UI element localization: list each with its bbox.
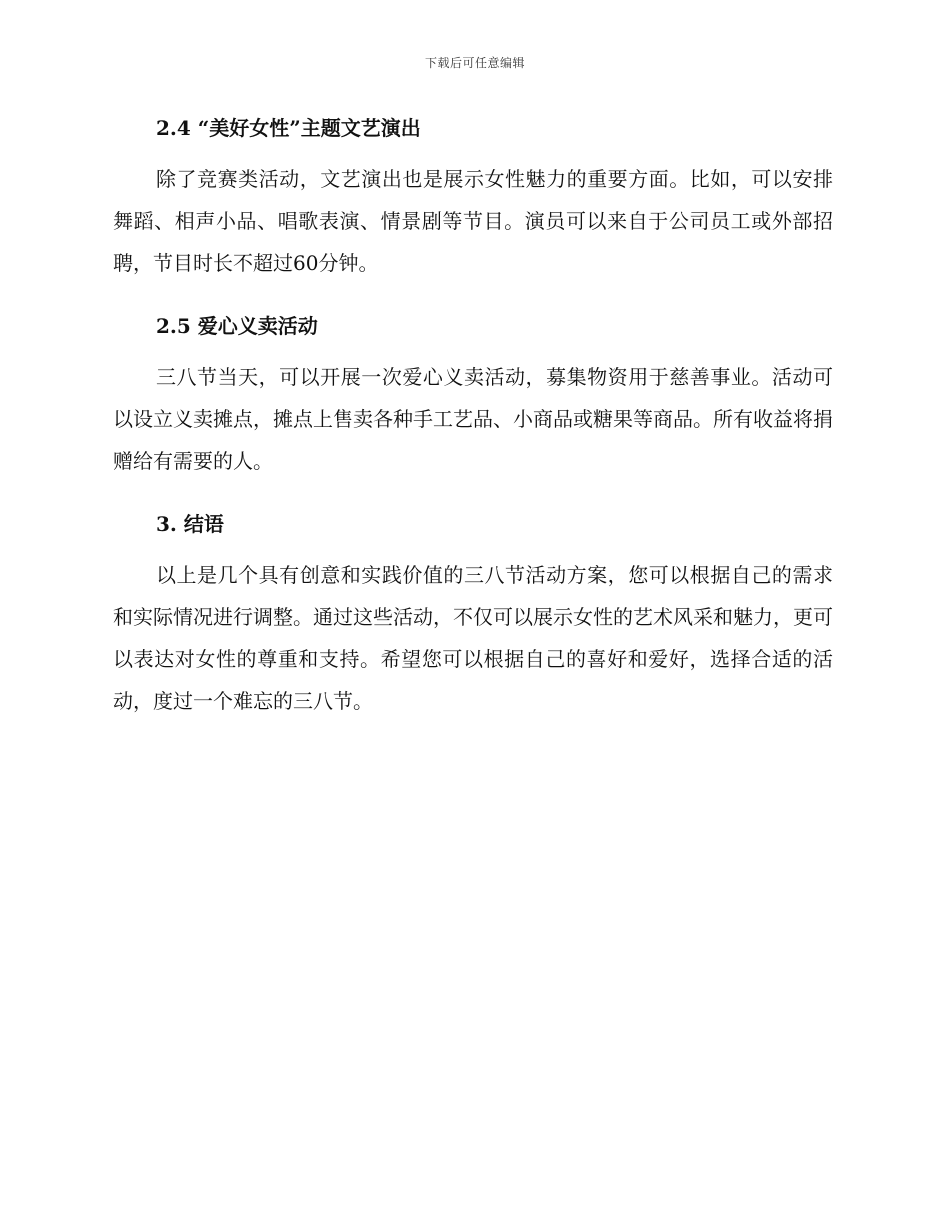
document-body [113, 108, 833, 744]
section-paragraph-3: 以上是几个具有创意和实践价值的三八节活动方案，您可以根据自己的需求和实际情况进行调整。通过这些活动，不仅可以展示女性的艺术风采和魅力，更可以表达对女性的尊重和支持。希望您可以根据自己的喜好和爱好，选择合适的活动，度过一个难忘的三八节。 [113, 563, 833, 713]
section-heading-3: 3. 结语 [156, 512, 224, 536]
page-header: 下载后可任意编辑 [424, 56, 525, 70]
section-heading-2-5: 2.5 爱心义卖活动 [156, 314, 318, 338]
section-paragraph-2-4: 除了竞赛类活动，文艺演出也是展示女性魅力的重要方面。比如，可以安排舞蹈、相声小品、唱歌表演、情景剧等节目。演员可以来自于公司员工或外部招聘，节目时长不超过60分钟。 [113, 167, 833, 275]
section-heading-2-4: 2.4 “美好女性”主题文艺演出 [156, 116, 421, 140]
section-paragraph-2-5: 三八节当天，可以开展一次爱心义卖活动，募集物资用于慈善事业。活动可以设立义卖摊点，摊点上售卖各种手工艺品、小商品或糖果等商品。所有收益将捐赠给有需要的人。 [113, 365, 833, 473]
